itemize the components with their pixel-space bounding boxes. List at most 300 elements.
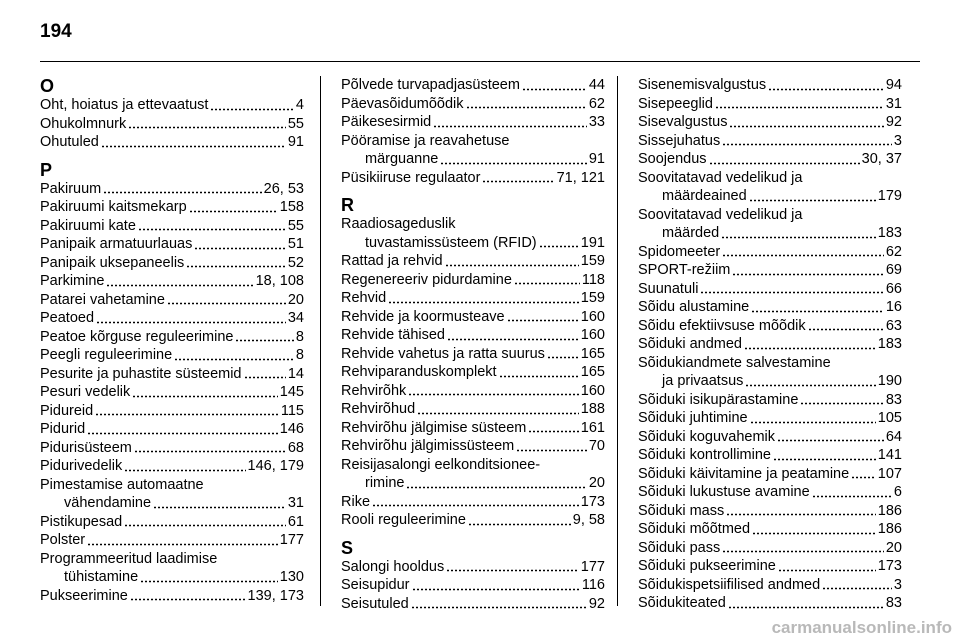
entry-term: Sõiduki andmed — [638, 336, 742, 352]
entry-pages: 186 — [877, 521, 902, 537]
entry-term: Päikesesirmid — [341, 114, 432, 130]
entry-pages: 20 — [885, 539, 902, 556]
entry-line — [638, 576, 902, 595]
entry-pages: 66 — [885, 280, 902, 297]
index-entry — [341, 95, 605, 114]
entry-line — [40, 180, 304, 199]
entry-pages: 14 — [287, 365, 304, 382]
entry-term: Rehvide tähised — [341, 327, 445, 343]
section-letter: R — [341, 195, 354, 215]
entry-term: Peatoed — [40, 310, 95, 326]
entry-pages: 20 — [588, 475, 605, 491]
dot-leader — [138, 221, 286, 231]
entry-pages: 68 — [287, 439, 304, 456]
entry-term: Peegli reguleerimine — [40, 347, 173, 363]
dot-leader — [372, 497, 579, 507]
entry-line — [341, 95, 605, 114]
entry-pages: 116 — [581, 577, 605, 593]
entry-line — [638, 428, 902, 447]
entry-term: Rike — [341, 493, 371, 510]
entry-pages: 91 — [287, 134, 304, 150]
entry-term: Pidurisüsteem — [40, 439, 132, 456]
dot-leader — [244, 369, 286, 379]
dot-leader — [507, 312, 579, 322]
dot-leader — [411, 599, 587, 609]
entry-pages: 145 — [279, 384, 304, 400]
entry-line — [341, 419, 605, 438]
entry-line — [638, 502, 902, 521]
index-entry — [40, 115, 304, 134]
entry-term: Pidureid — [40, 402, 94, 419]
entry-line — [341, 400, 605, 419]
index-entry — [638, 243, 902, 262]
entry-term-continuation: tuvastamissüsteem (RFID) — [365, 234, 537, 251]
entry-term: Rehvirõhu jälgimise süsteem — [341, 419, 527, 436]
index-entry — [40, 513, 304, 532]
dot-leader — [726, 506, 876, 516]
dot-leader — [106, 277, 253, 287]
index-entry — [638, 298, 902, 317]
entry-pages: 177 — [580, 558, 605, 575]
index-entry — [341, 169, 605, 188]
entry-line — [341, 76, 605, 95]
entry-line — [40, 96, 304, 115]
index-entry — [40, 217, 304, 236]
entry-line — [638, 95, 902, 114]
entry-pages: 55 — [287, 217, 304, 234]
entry-pages: 190 — [877, 373, 902, 389]
entry-term: Ohukolmnurk — [40, 115, 127, 132]
entry-pages: 31 — [885, 95, 902, 112]
index-entry — [341, 363, 605, 382]
dot-leader — [773, 451, 876, 461]
dot-leader — [722, 543, 884, 553]
dot-leader — [522, 81, 587, 91]
dot-leader — [134, 443, 286, 453]
entry-line — [341, 169, 605, 188]
entry-term: Pistikupesad — [40, 513, 123, 530]
dot-leader — [800, 395, 883, 405]
entry-term-continuation: määrded — [662, 225, 720, 241]
entry-term-continuation: rimine — [365, 475, 405, 491]
dot-leader — [722, 247, 884, 257]
index-entry — [638, 113, 902, 132]
entry-term: Ohutuled — [40, 134, 99, 150]
entry-pages: 83 — [885, 595, 902, 611]
dot-leader — [132, 388, 278, 398]
entry-pages: 30, 37 — [861, 151, 902, 167]
entry-line — [40, 365, 304, 384]
dot-leader — [812, 488, 892, 498]
entry-term-continuation: määrdeained — [662, 188, 747, 204]
entry-pages: 92 — [885, 114, 902, 130]
index-entry — [40, 180, 304, 199]
header-rule — [40, 61, 920, 62]
entry-term: Sõiduki mõõtmed — [638, 521, 751, 537]
index-entry — [638, 150, 902, 169]
dot-leader — [167, 295, 286, 305]
index-entry — [40, 272, 304, 291]
index-entry — [638, 95, 902, 114]
watermark: carmanualsonline.info — [771, 618, 952, 637]
dot-leader — [539, 238, 579, 248]
entry-pages: 31 — [287, 495, 304, 511]
section-letter: O — [40, 76, 55, 96]
dot-leader — [516, 442, 587, 452]
entry-pages: 183 — [877, 225, 902, 241]
entry-pages: 61 — [287, 513, 304, 530]
index-entry — [638, 317, 902, 336]
page-number: 194 — [40, 21, 72, 42]
dot-leader — [851, 469, 876, 479]
dot-leader — [482, 173, 554, 183]
entry-continuation-line — [40, 568, 304, 587]
entry-line — [341, 326, 605, 345]
dot-leader — [528, 423, 578, 433]
index-entry — [341, 576, 605, 595]
entry-line — [341, 437, 605, 456]
entry-term: Sõidukiteated — [638, 595, 726, 611]
index-entry — [638, 280, 902, 299]
index-column-3 — [638, 76, 902, 613]
entry-pages: 52 — [287, 254, 304, 271]
entry-pages: 83 — [885, 391, 902, 408]
dot-leader — [732, 266, 883, 276]
entry-term: Sõiduki kontrollimine — [638, 447, 771, 463]
entry-line — [341, 511, 605, 530]
entry-term: Pimestamise automaatne — [40, 476, 204, 493]
entry-term: Soovitatavad vedelikud ja — [638, 169, 803, 186]
entry-term: Sõiduki lukustuse avamine — [638, 484, 810, 500]
entry-pages: 183 — [877, 336, 902, 352]
index-entry — [341, 113, 605, 132]
entry-line — [638, 132, 902, 151]
dot-leader — [446, 562, 579, 572]
entry-term: Seisutuled — [341, 595, 409, 612]
dot-leader — [729, 118, 883, 128]
entry-term: Pesurite ja puhastite süsteemid — [40, 365, 242, 382]
index-entry — [40, 476, 304, 513]
entry-continuation-line — [341, 234, 605, 253]
entry-line — [40, 457, 304, 476]
entry-term: Rehviparanduskomplekt — [341, 364, 497, 380]
index-entry — [40, 402, 304, 421]
entry-continuation-line — [341, 150, 605, 169]
entry-line — [638, 76, 902, 95]
entry-pages: 3 — [893, 132, 902, 149]
entry-term-continuation: tühistamine — [64, 569, 139, 585]
dot-leader — [408, 386, 579, 396]
dot-leader — [749, 192, 876, 202]
entry-line — [341, 252, 605, 271]
dot-leader — [750, 414, 876, 424]
index-column-2 — [341, 76, 605, 613]
index-entry — [40, 550, 304, 587]
entry-pages: 161 — [580, 419, 605, 436]
entry-term: Rehvirõhud — [341, 401, 416, 417]
entry-term: Rattad ja rehvid — [341, 253, 443, 269]
dot-leader — [186, 258, 286, 268]
entry-term: Parkimine — [40, 273, 105, 289]
index-entry — [40, 254, 304, 273]
entry-pages: 16 — [885, 299, 902, 315]
dot-leader — [140, 573, 278, 583]
index-entry — [40, 328, 304, 347]
entry-pages: 173 — [580, 493, 605, 510]
entry-pages: 33 — [588, 114, 605, 130]
index-entry — [341, 419, 605, 438]
index-entry — [638, 335, 902, 354]
dot-leader — [547, 349, 579, 359]
dot-leader — [128, 119, 286, 129]
entry-term: Sõiduki mass — [638, 502, 725, 519]
entry-line — [40, 133, 304, 152]
index-entry — [40, 235, 304, 254]
dot-leader — [468, 516, 571, 526]
entry-term: Sõiduki koguvahemik — [638, 428, 776, 445]
dot-leader — [124, 517, 286, 527]
entry-line — [341, 363, 605, 382]
entry-term: Panipaik armatuurlauas — [40, 236, 193, 252]
entry-term: Põlvede turvapadjasüsteem — [341, 77, 520, 93]
index-entry — [638, 557, 902, 576]
entry-term: Salongi hooldus — [341, 558, 445, 575]
entry-line — [638, 557, 902, 576]
index-entry — [638, 261, 902, 280]
index-entry — [341, 252, 605, 271]
index-entry — [341, 382, 605, 401]
entry-line — [40, 254, 304, 273]
entry-term: Sõidu alustamine — [638, 299, 750, 315]
entry-term: Pakiruumi kate — [40, 217, 136, 234]
index-entry — [341, 511, 605, 530]
dot-leader — [103, 184, 261, 194]
index-entry — [40, 420, 304, 439]
entry-pages: 69 — [885, 262, 902, 278]
entry-term: Rehvirõhu jälgimissüsteem — [341, 438, 515, 454]
entry-term: Sõidukiandmete salvestamine — [638, 354, 831, 371]
entry-pages: 191 — [580, 234, 605, 251]
entry-line — [341, 576, 605, 595]
entry-line — [40, 531, 304, 550]
dot-leader — [235, 332, 293, 342]
column-divider — [617, 76, 618, 606]
entry-pages: 130 — [279, 569, 304, 585]
entry-line — [40, 420, 304, 439]
entry-line — [638, 539, 902, 558]
entry-term: Programmeeritud laadimise — [40, 550, 218, 567]
entry-pages: 51 — [287, 236, 304, 252]
dot-leader — [194, 240, 286, 250]
dot-leader — [466, 99, 587, 109]
entry-term: Sõiduki isikupärastamine — [638, 391, 799, 408]
dot-leader — [768, 81, 884, 91]
entry-line — [638, 243, 902, 262]
index-entry — [40, 587, 304, 606]
entry-term: Oht, hoiatus ja ettevaatust — [40, 97, 209, 113]
index-entry — [638, 132, 902, 151]
index-entry — [638, 520, 902, 539]
index-entry — [40, 531, 304, 550]
index-entry — [638, 465, 902, 484]
dot-leader — [721, 229, 876, 239]
entry-continuation-line — [341, 474, 605, 493]
index-entry — [40, 365, 304, 384]
entry-term: Püsikiiruse regulaator — [341, 169, 481, 186]
index-entry — [341, 437, 605, 456]
entry-pages: 146, 179 — [247, 458, 304, 474]
entry-line — [638, 409, 902, 428]
dot-leader — [700, 284, 883, 294]
index-entry — [341, 289, 605, 308]
entry-line — [638, 520, 902, 539]
entry-line — [341, 113, 605, 132]
dot-leader — [728, 599, 884, 609]
entry-pages: 107 — [877, 465, 902, 482]
index-entry — [638, 354, 902, 391]
entry-term: Peatoe kõrguse reguleerimine — [40, 328, 234, 345]
entry-line — [638, 113, 902, 132]
section-letter: P — [40, 159, 53, 180]
dot-leader — [433, 118, 587, 128]
dot-leader — [174, 351, 294, 361]
entry-term: Raadiosageduslik — [341, 216, 456, 232]
dot-leader — [124, 462, 245, 472]
entry-pages: 160 — [580, 382, 605, 399]
entry-term: Rehvide vahetus ja ratta suurus — [341, 345, 545, 362]
entry-term: Reisijasalongi eelkonditsionee- — [341, 456, 541, 473]
index-entry — [341, 400, 605, 419]
entry-line — [638, 261, 902, 280]
entry-term: Rehvide ja koormusteave — [341, 308, 505, 325]
entry-term: Soovitatavad vedelikud ja — [638, 206, 803, 223]
entry-term: Seisupidur — [341, 577, 410, 593]
index-entry — [341, 345, 605, 364]
dot-leader — [189, 203, 278, 213]
entry-term-continuation: vähendamine — [64, 495, 152, 511]
entry-term: Suunatuli — [638, 280, 699, 297]
index-entry — [341, 326, 605, 345]
index-entry — [341, 76, 605, 95]
entry-line — [638, 280, 902, 299]
entry-line — [638, 298, 902, 317]
index-entry — [638, 169, 902, 206]
entry-line — [40, 346, 304, 365]
entry-pages: 55 — [287, 115, 304, 132]
index-column-1 — [40, 76, 304, 605]
entry-pages: 158 — [279, 199, 304, 215]
entry-line — [40, 328, 304, 347]
entry-pages: 160 — [580, 308, 605, 325]
entry-pages: 105 — [877, 410, 902, 426]
entry-term: Soojendus — [638, 151, 707, 167]
dot-leader — [808, 321, 884, 331]
index-entry — [341, 215, 605, 252]
dot-leader — [499, 368, 579, 378]
entry-pages: 4 — [295, 97, 304, 113]
entry-pages: 177 — [279, 532, 304, 548]
dot-leader — [130, 591, 246, 601]
entry-pages: 165 — [580, 364, 605, 380]
entry-pages: 26, 53 — [263, 180, 304, 197]
dot-leader — [210, 101, 293, 111]
index-entry — [40, 346, 304, 365]
entry-continuation-line — [40, 494, 304, 513]
index-entry — [40, 457, 304, 476]
entry-pages: 20 — [287, 291, 304, 308]
entry-pages: 146 — [279, 421, 304, 437]
entry-pages: 118 — [581, 271, 605, 288]
entry-term: Pukseerimine — [40, 587, 128, 604]
entry-term: Patarei vahetamine — [40, 291, 165, 308]
entry-pages: 188 — [580, 401, 605, 417]
index-entry — [638, 576, 902, 595]
entry-pages: 173 — [877, 558, 902, 574]
dot-leader — [445, 257, 579, 267]
entry-line — [40, 291, 304, 310]
index-entry — [40, 439, 304, 458]
index-entry — [638, 76, 902, 95]
index-entry — [638, 539, 902, 558]
dot-leader — [514, 275, 580, 285]
entry-continuation-line — [638, 372, 902, 391]
index-entry — [638, 594, 902, 613]
index-entry — [40, 383, 304, 402]
index-entry — [40, 309, 304, 328]
index-entry — [40, 133, 304, 152]
entry-pages: 9, 58 — [572, 512, 605, 528]
entry-term: Sisepeeglid — [638, 95, 713, 112]
index-entry — [341, 271, 605, 290]
entry-term-continuation: märguanne — [365, 151, 439, 167]
entry-term-continuation: ja privaatsus — [662, 373, 744, 389]
entry-line — [638, 465, 902, 484]
index-entry — [638, 502, 902, 521]
entry-term: Rooli reguleerimine — [341, 512, 466, 528]
entry-term: Sõiduki juhtimine — [638, 410, 748, 426]
entry-line — [40, 402, 304, 421]
index-entry — [341, 456, 605, 493]
entry-term: Sõiduki pukseerimine — [638, 558, 776, 574]
dot-leader — [822, 580, 892, 590]
entry-line — [638, 391, 902, 410]
entry-pages: 159 — [580, 253, 605, 269]
entry-pages: 18, 108 — [255, 273, 304, 289]
column-divider — [320, 76, 321, 606]
entry-pages: 64 — [885, 428, 902, 445]
dot-leader — [745, 377, 875, 387]
entry-line — [40, 198, 304, 217]
entry-term: Pööramise ja reavahetuse — [341, 132, 510, 149]
dot-leader — [95, 406, 279, 416]
entry-line — [40, 309, 304, 328]
index-entry — [638, 206, 902, 243]
entry-pages: 186 — [877, 502, 902, 519]
index-entry — [40, 291, 304, 310]
dot-leader — [752, 525, 876, 535]
index-entry — [40, 198, 304, 217]
entry-line — [638, 317, 902, 336]
index-entry — [638, 428, 902, 447]
entry-pages: 141 — [877, 447, 902, 463]
dot-leader — [751, 303, 884, 313]
dot-leader — [406, 479, 586, 489]
entry-term: Pidurid — [40, 421, 86, 437]
entry-line — [638, 483, 902, 502]
entry-pages: 3 — [893, 576, 902, 593]
dot-leader — [447, 331, 579, 341]
index-entry — [341, 595, 605, 614]
